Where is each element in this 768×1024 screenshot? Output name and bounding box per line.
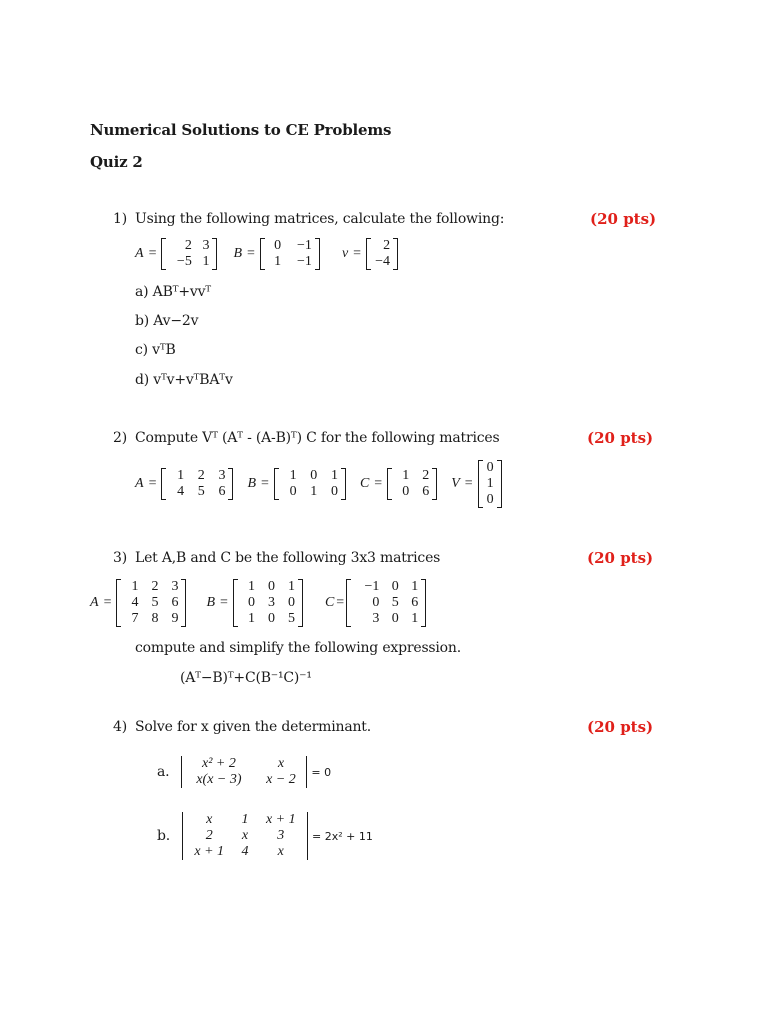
matrix-cell: 1 (411, 611, 419, 626)
matrix-cell: 2 (205, 828, 213, 843)
matrix-cell: 2 (197, 468, 205, 483)
matrix-cell: x² + 2 (202, 756, 236, 771)
matrix-cell: x + 1 (194, 844, 225, 859)
matrix-cell: 0 (372, 595, 380, 610)
matrix-cell: 1 (289, 468, 297, 483)
q4-part-b (157, 812, 373, 860)
matrix-row (183, 844, 307, 860)
q1-item-d: d) vᵀv+vᵀBAᵀv (135, 372, 233, 388)
matrix-cell: 0 (391, 611, 399, 626)
matrix-cell: 0 (310, 468, 318, 483)
matrix-b-label: B (247, 476, 257, 491)
matrix-row (265, 238, 315, 254)
matrix-cell: 0 (274, 238, 282, 253)
matrix-cell: x − 2 (266, 772, 296, 787)
matrix-cell: 4 (177, 484, 185, 499)
q1-matrices: A = 2 3 −5 1 B = 0 −1 1 −1 v = 2 −4 (135, 238, 398, 270)
matrix-cell: x (206, 812, 213, 827)
q1-number: 1) (113, 211, 127, 227)
matrix-cell: 3 (267, 595, 275, 610)
matrix-row (392, 468, 432, 484)
q4-prompt: Solve for x given the determinant. (135, 719, 371, 735)
matrix-cell: 2 (184, 238, 192, 253)
matrix-cell: −1 (297, 254, 312, 269)
matrix-cell: 1 (310, 484, 318, 499)
matrix-cell: 3 (202, 238, 210, 253)
matrix-row (351, 579, 421, 595)
matrix-cell: 2 (383, 238, 391, 253)
q1-vector-v (366, 238, 398, 270)
matrix-cell: 0 (391, 579, 399, 594)
matrix-row (166, 254, 212, 270)
matrix-row (121, 595, 181, 611)
matrix-cell: −1 (297, 238, 312, 253)
q1-matrix-b (260, 238, 320, 270)
matrix-cell: 3 (372, 611, 380, 626)
matrix-cell: 6 (422, 484, 430, 499)
q3-matrix-a (116, 579, 186, 627)
matrix-cell: 5 (151, 595, 159, 610)
matrix-row (166, 238, 212, 254)
matrix-row (238, 595, 298, 611)
q2-points: (20 pts) (587, 429, 654, 447)
q2-prompt: Compute Vᵀ (Aᵀ - (A-B)ᵀ) C for the following matrices (135, 430, 500, 446)
matrix-c-label: C (359, 476, 370, 491)
matrix-row (182, 756, 306, 772)
q4-a-label: a. (157, 764, 170, 780)
q2-matrices: A = 1 2 3 4 5 6 B = 1 0 1 0 1 0 C = 1 2 0 6 V = 0 1 0 (135, 460, 502, 508)
matrix-cell: 0 (267, 611, 275, 626)
q2-matrix-a (161, 468, 233, 500)
q3-expression: (Aᵀ−B)ᵀ+C(B⁻¹C)⁻¹ (180, 670, 312, 686)
q1-item-a: a) ABᵀ+vvᵀ (135, 284, 211, 300)
q4-b-label: b. (157, 828, 171, 844)
matrix-row (166, 484, 228, 500)
matrix-cell: x (277, 756, 285, 771)
q4-b-determinant (182, 812, 308, 860)
matrix-cell: x(x − 3) (196, 772, 242, 787)
q4-a-determinant (181, 756, 307, 788)
q1-points: (20 pts) (590, 210, 657, 228)
q3-number: 3) (113, 550, 127, 566)
q3-points: (20 pts) (587, 549, 654, 567)
matrix-cell: 1 (330, 468, 338, 483)
matrix-row (392, 484, 432, 500)
matrix-cell: −1 (364, 579, 380, 594)
q1-prompt: Using the following matrices, calculate the following: (135, 211, 505, 227)
q2-number: 2) (113, 430, 127, 446)
matrix-cell: 1 (202, 254, 210, 269)
matrix-a-label: A (135, 476, 144, 491)
matrix-b-label: B (233, 246, 243, 261)
q4-a-rhs: = 0 (311, 765, 332, 779)
q3-matrix-c (346, 579, 426, 627)
matrix-c-label: C (324, 595, 335, 610)
matrix-row (371, 238, 393, 254)
matrix-cell: 0 (267, 579, 275, 594)
matrix-cell: 2 (151, 579, 159, 594)
matrix-cell: 0 (287, 595, 295, 610)
matrix-cell: 2 (422, 468, 430, 483)
matrix-cell: 5 (197, 484, 205, 499)
matrix-cell: 5 (287, 611, 295, 626)
vector-v-label: v (341, 246, 349, 261)
matrix-row (182, 772, 306, 788)
q4-points: (20 pts) (587, 718, 654, 736)
matrix-row (238, 579, 298, 595)
matrix-cell: 1 (287, 579, 295, 594)
q3-matrix-b (233, 579, 303, 627)
matrix-cell: 1 (402, 468, 410, 483)
matrix-cell: 0 (330, 484, 338, 499)
matrix-row (183, 812, 307, 828)
matrix-cell: 6 (218, 484, 226, 499)
q4-b-rhs: = 2x² + 11 (312, 829, 373, 843)
matrix-cell: 3 (277, 828, 285, 843)
matrix-cell: 0 (289, 484, 297, 499)
matrix-cell: −5 (176, 254, 192, 269)
q4-number: 4) (113, 719, 127, 735)
q2-matrix-c (387, 468, 437, 500)
matrix-a-label: A (135, 246, 144, 261)
matrix-cell: 8 (151, 611, 159, 626)
matrix-cell: x (241, 828, 249, 843)
matrix-row (279, 484, 341, 500)
q2-matrix-v (478, 460, 502, 508)
q1-item-b: b) Av−2v (135, 313, 199, 329)
matrix-cell: 0 (247, 595, 255, 610)
matrix-row (166, 468, 228, 484)
matrix-cell: 1 (177, 468, 185, 483)
matrix-b-label: B (206, 595, 216, 610)
matrix-cell: 1 (241, 812, 249, 827)
q1-item-c: c) vᵀB (135, 342, 176, 358)
matrix-row (351, 595, 421, 611)
document-title: Numerical Solutions to CE Problems (90, 121, 392, 139)
matrix-cell: 6 (411, 595, 419, 610)
matrix-cell: 6 (171, 595, 179, 610)
matrix-row (265, 254, 315, 270)
q1-matrix-a (161, 238, 217, 270)
matrix-cell: 0 (486, 492, 494, 507)
matrix-cell: −4 (375, 254, 391, 269)
matrix-cell: 7 (131, 611, 139, 626)
matrix-cell: 3 (171, 579, 179, 594)
matrix-v-label: V (451, 476, 460, 491)
q3-matrices: A = 1 2 3 4 5 6 7 8 9 B = 1 0 1 0 3 0 1 0 5 C = −1 0 1 0 5 6 3 0 1 (90, 579, 426, 627)
matrix-row (483, 476, 497, 492)
matrix-row (483, 492, 497, 508)
quiz-label: Quiz 2 (90, 153, 143, 171)
matrix-row (121, 579, 181, 595)
matrix-row (183, 828, 307, 844)
matrix-row (351, 611, 421, 627)
matrix-cell: 1 (247, 579, 255, 594)
matrix-cell: x (277, 844, 284, 859)
matrix-cell: x + 1 (265, 812, 296, 827)
matrix-row (279, 468, 341, 484)
matrix-row (238, 611, 298, 627)
q3-prompt: Let A,B and C be the following 3x3 matrices (135, 550, 441, 566)
matrix-a-label: A (90, 595, 99, 610)
q3-instruction: compute and simplify the following expression. (135, 640, 461, 656)
matrix-cell: 5 (391, 595, 399, 610)
matrix-cell: 4 (241, 844, 249, 859)
matrix-cell: 3 (218, 468, 226, 483)
q4-part-a (157, 756, 331, 788)
matrix-row (371, 254, 393, 270)
q2-matrix-b (274, 468, 346, 500)
matrix-cell: 0 (486, 460, 494, 475)
matrix-cell: 1 (486, 476, 494, 491)
matrix-cell: 0 (402, 484, 410, 499)
matrix-cell: 1 (131, 579, 139, 594)
matrix-cell: 1 (247, 611, 255, 626)
matrix-cell: 9 (171, 611, 179, 626)
matrix-cell: 1 (274, 254, 282, 269)
matrix-cell: 4 (131, 595, 139, 610)
matrix-row (483, 460, 497, 476)
matrix-row (121, 611, 181, 627)
matrix-cell: 1 (411, 579, 419, 594)
